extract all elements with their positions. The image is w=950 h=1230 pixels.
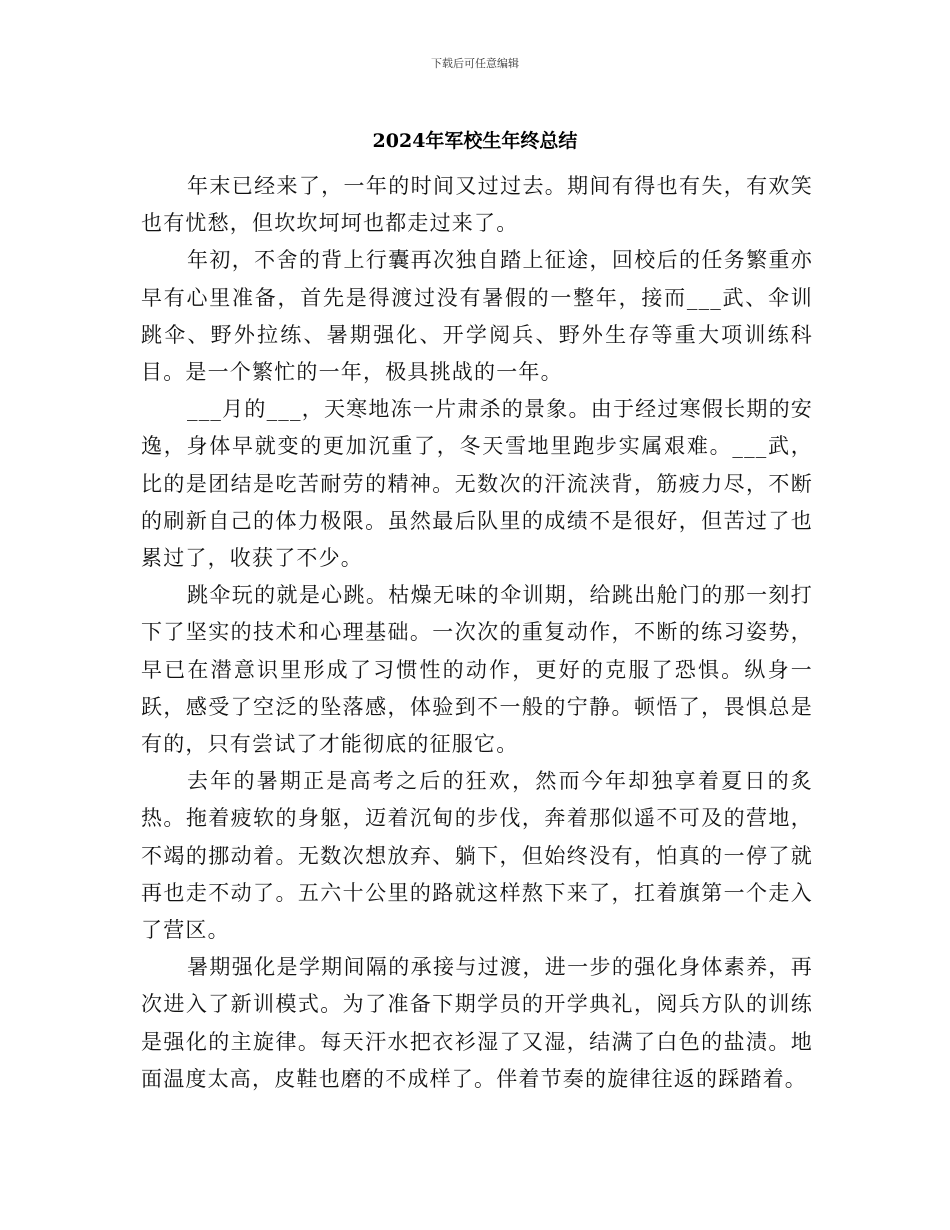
- paragraph: 年初，不舍的背上行囊再次独自踏上征途，回校后的任务繁重亦早有心里准备，首先是得渡过没有暑假的一整年，接而___武、伞训跳伞、野外拉练、暑期强化、开学阅兵、野外生存等重大项训练科目。是一个繁忙的一年，极具挑战的一年。: [141, 248, 813, 385]
- paragraph: 暑期强化是学期间隔的承接与过渡，进一步的强化身体素养，再次进入了新训模式。为了准备下期学员的开学典礼，阅兵方队的训练是强化的主旋律。每天汗水把衣衫湿了又湿，结满了白色的盐渍。地面温度太高，皮鞋也磨的不成样了。伴着节奏的旋律往返的踩踏着。: [141, 955, 813, 1091]
- document-body: [141, 168, 813, 1098]
- header-note: 下载后可任意编辑: [431, 57, 519, 70]
- document-title: 2024年军校生年终总结: [372, 130, 578, 152]
- paragraph: 跳伞玩的就是心跳。枯燥无味的伞训期，给跳出舱门的那一刻打下了坚实的技术和心理基础。一次次的重复动作，不断的练习姿势，早已在潜意识里形成了习惯性的动作，更好的克服了恐惧。纵身一跃，感受了空泛的坠落感，体验到不一般的宁静。顿悟了，畏惧总是有的，只有尝试了才能彻底的征服它。: [141, 583, 813, 757]
- paragraph: 年末已经来了，一年的时间又过过去。期间有得也有失，有欢笑也有忧愁，但坎坎坷坷也都走过来了。: [141, 174, 813, 236]
- paragraph: 去年的暑期正是高考之后的狂欢，然而今年却独享着夏日的炙热。拖着疲软的身躯，迈着沉甸的步伐，奔着那似遥不可及的营地，不竭的挪动着。无数次想放弃、躺下，但始终没有，怕真的一停了就再也走不动了。五六十公里的路就这样熬下来了，扛着旗第一个走入了营区。: [141, 769, 813, 943]
- paragraph: ___月的___，天寒地冻一片肃杀的景象。由于经过寒假长期的安逸，身体早就变的更加沉重了，冬天雪地里跑步实属艰难。___武，比的是团结是吃苦耐劳的精神。无数次的汗流浃背，筋疲力尽，不断的刷新自己的体力极限。虽然最后队里的成绩不是很好，但苦过了也累过了，收获了不少。: [141, 397, 813, 571]
